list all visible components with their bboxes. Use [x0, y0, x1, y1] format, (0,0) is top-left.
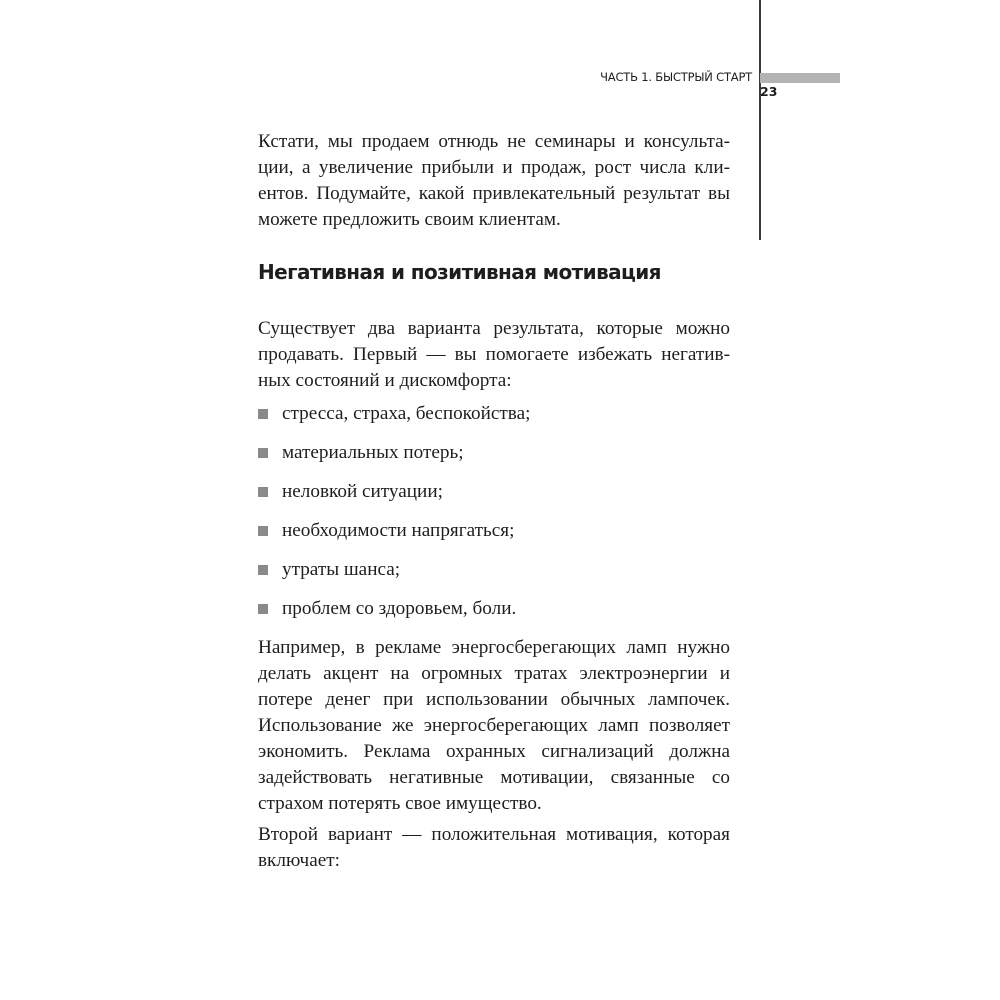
- square-bullet-icon: [258, 604, 268, 614]
- section-heading: Негативная и позитивная мотивация: [258, 260, 661, 284]
- square-bullet-icon: [258, 526, 268, 536]
- square-bullet-icon: [258, 565, 268, 575]
- list-item: [258, 518, 730, 557]
- list-item: [258, 401, 730, 440]
- negative-states-list: [258, 401, 730, 635]
- list-item: [258, 596, 730, 635]
- list-item: [258, 557, 730, 596]
- paragraph-example: Например, в рекламе энергосберегающих ламп нужно делать акцент на огромных тратах электроэнергии и потере денег при использовании обычных лампочек. Использование же энергосберегающих ламп позволяет экономить. Реклама охранных сигнализаций должна задействовать негативные мотивации, связанные со страхом потерять свое имущество.: [258, 637, 730, 814]
- list-item: [258, 440, 730, 479]
- header-gray-bar: [760, 73, 840, 83]
- paragraph-intro: Кстати, мы продаем отнюдь не семинары и консультации, а увеличение прибыли и продаж, рост числа клиентов. Подумайте, какой привлекательный результат вы можете предложить своим клиентам.: [258, 131, 730, 230]
- list-item: [258, 479, 730, 518]
- square-bullet-icon: [258, 409, 268, 419]
- page-number: 23: [760, 84, 778, 99]
- list-item-text: проблем со здоровьем, боли.: [282, 598, 517, 619]
- square-bullet-icon: [258, 487, 268, 497]
- paragraph-result-variants: Существует два варианта результата, которые можно продавать. Первый — вы помогаете избежать негативных состояний и дискомфорта:: [258, 318, 730, 391]
- margin-vertical-rule: [759, 0, 761, 240]
- list-item-text: утраты шанса;: [282, 559, 401, 580]
- list-item-text: необходимости напрягаться;: [282, 520, 515, 541]
- list-item-text: материальных потерь;: [282, 442, 464, 463]
- list-item-text: стресса, страха, беспокойства;: [282, 403, 531, 424]
- running-head: ЧАСТЬ 1. БЫСТРЫЙ СТАРТ: [600, 70, 752, 84]
- paragraph-second-variant: Второй вариант — положительная мотивация, которая включает:: [258, 824, 730, 871]
- list-item-text: неловкой ситуации;: [282, 481, 443, 502]
- square-bullet-icon: [258, 448, 268, 458]
